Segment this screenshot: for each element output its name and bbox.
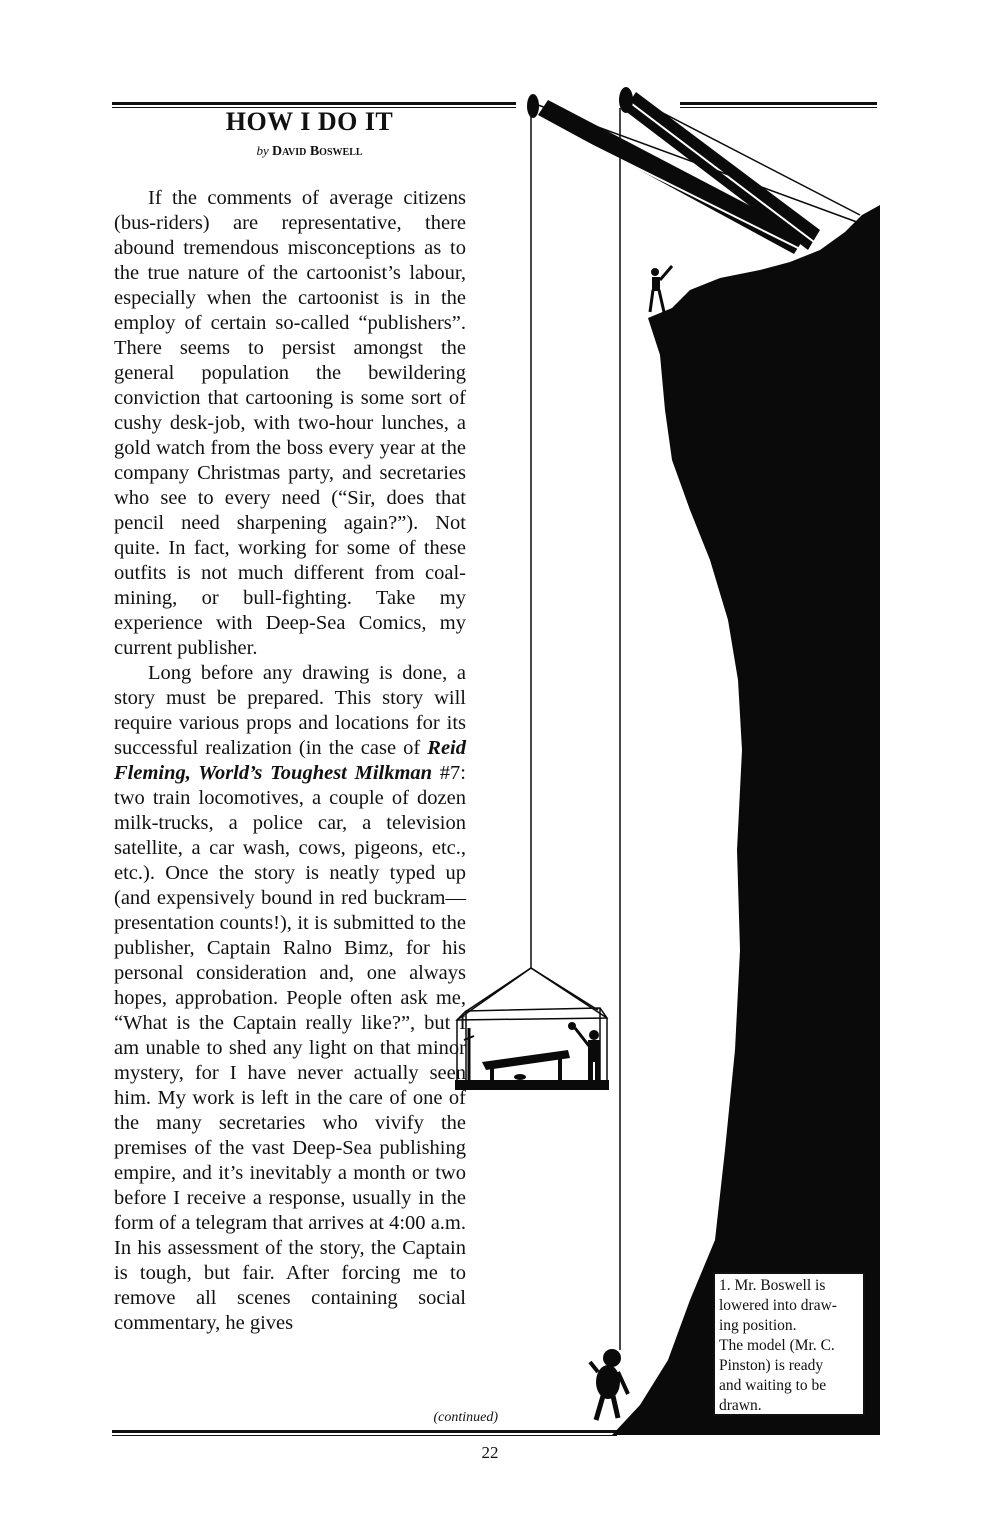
drawing-platform — [457, 968, 607, 1088]
artist-figure — [568, 1022, 600, 1082]
paragraph-2-rest: #7: two train locomotives, a couple of dozen milk-trucks, a police car, a television satellite, a car wash, cows, pigeons, etc., etc.). Once the story is neatly typed up (and expensively bound in red buckram—presentation counts!), it is submitted to the publisher, Captain Ralno Bimz, for his personal consideration and, one always hopes, approbation. People often ask me, “What is the Captain really like?”, but I am unable to shed any light on that minor mystery, for I have never actually seen him. My work is left in the care of one of the many secretaries who vivify the premises of the vast Deep-Sea publishing empire, and it’s inevitably a month or two before I receive a response, usually in the form of a telegram that arrives at 4:00 a.m. In his assessment of the story, the Captain is tough, but fair. After forcing me to remove all scenes containing social commentary, he gives — [114, 762, 466, 1334]
platform-floor — [455, 1080, 609, 1090]
caption-line: drawn. — [719, 1397, 762, 1414]
page-number: 22 — [481, 1443, 499, 1462]
article-title: HOW I DO IT — [225, 107, 394, 136]
paragraph-2 — [114, 661, 466, 1336]
model-figure — [590, 1349, 628, 1420]
comic-title: Reid Fleming, World’s Toughest Milkman — [114, 737, 466, 784]
caption-line: lowered into draw- — [719, 1297, 837, 1314]
caption-line: and waiting to be — [719, 1377, 827, 1394]
illustration-caption — [713, 1272, 865, 1416]
byline-prefix: by — [256, 143, 269, 158]
caption-line: Pinston) is ready — [719, 1357, 824, 1374]
pulley-left — [527, 94, 539, 118]
paragraph-2-intro: Long before any drawing is done, a story must be prepared. This story will require various props and locations for its successful realization (in the case of — [114, 662, 466, 759]
pulley-right — [619, 87, 633, 113]
author-name: David Boswell — [271, 144, 363, 159]
caption-line: ing position. — [719, 1317, 797, 1334]
article-body — [114, 186, 466, 1336]
caption-line: 1. Mr. Boswell is — [719, 1277, 826, 1294]
paragraph-1: If the comments of average citizens (bus-riders) are representative, there abound tremendous misconceptions as to the true nature of the cartoonist’s labour, especially when the cartoonist is in the employ of certain so-called “publishers”. There seems to persist amongst the general population the bewildering conviction that cartooning is some sort of cushy desk-job, with two-hour lunches, a gold watch from the boss every year at the company Christmas party, and secretaries who see to every need (“Sir, does that pencil need sharpening again?”). Not quite. In fact, working for some of these outfits is not much different from coal-mining, or bull-fighting. Take my experience with Deep-Sea Comics, my current publisher. — [114, 187, 466, 659]
drawing-desk — [482, 1050, 570, 1070]
byline — [112, 143, 507, 160]
cliff-silhouette — [612, 205, 880, 1435]
caption-line: The model (Mr. C. — [719, 1337, 835, 1354]
figure-on-cliff-top — [650, 266, 672, 312]
continued-note: (continued) — [433, 1410, 498, 1425]
